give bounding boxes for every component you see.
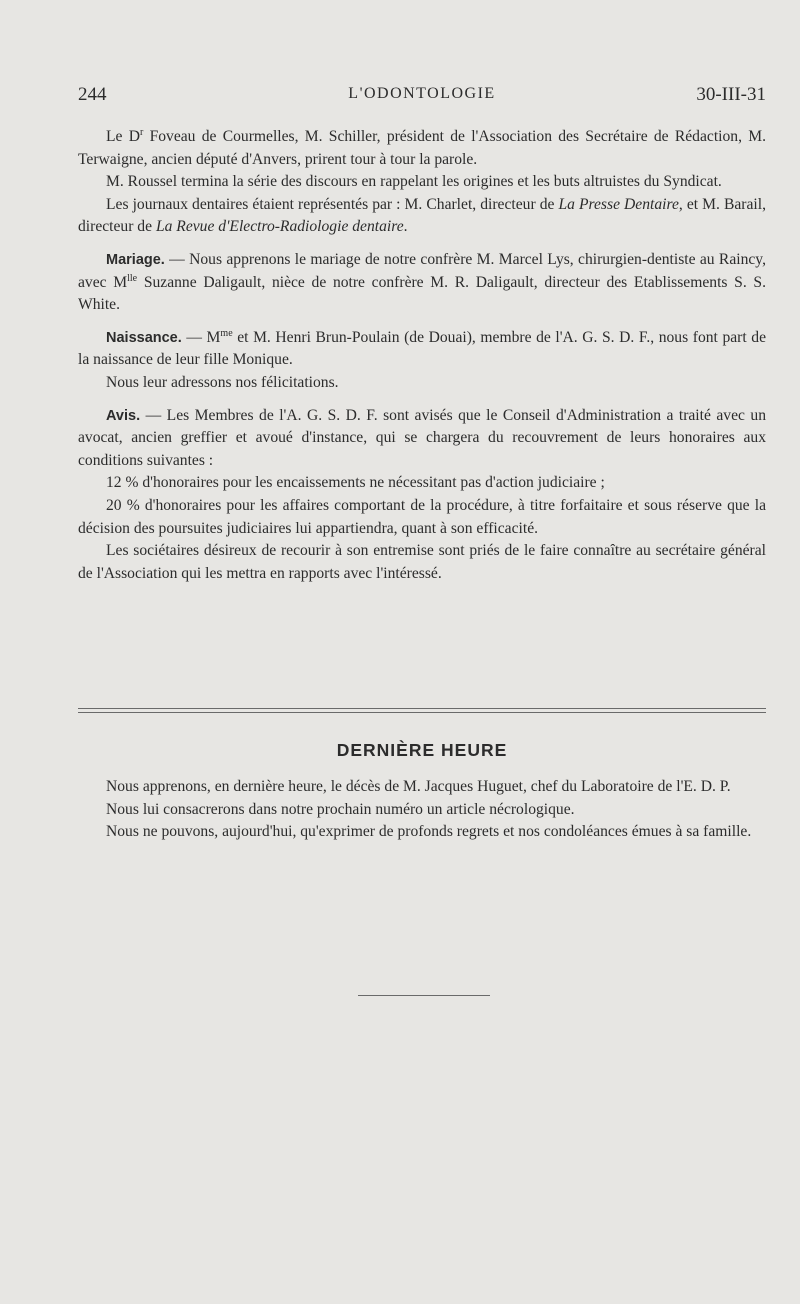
text-run: , et M. Barail, directeur de — [78, 195, 766, 236]
text-run: — M — [181, 328, 221, 346]
paragraph-deces: Nous apprenons, en dernière heure, le décès de M. Jacques Huguet, chef du Laboratoire de l'E. D. P. — [106, 778, 731, 795]
text-run: Les journaux dentaires étaient représentés par : M. Charlet, directeur de — [106, 195, 559, 213]
section-label: Mariage. — [106, 251, 165, 268]
paragraph-journaux — [78, 194, 766, 239]
section-mariage — [78, 249, 766, 317]
paragraph-roussel: M. Roussel termina la série des discours en rappelant les origines et les buts altruistes du Syndicat. — [106, 173, 722, 191]
paragraph-article: Nous lui consacrerons dans notre prochain numéro un article nécrologique. — [106, 800, 575, 818]
section-title-derniere-heure: DERNIÈRE HEURE — [336, 740, 508, 760]
section-label: Naissance. — [106, 329, 182, 346]
divider-line — [78, 712, 766, 713]
paragraph-speakers — [78, 126, 766, 171]
paragraph-societaires: Les sociétaires désireux de recourir à son entremise sont priés de le faire connaître au secrétaire général de l'Association qui les mettra en rapports avec l'intéressé. — [78, 542, 766, 582]
superscript: r — [139, 126, 144, 138]
superscript: me — [220, 327, 233, 339]
paragraph-condoleances: Nous ne pouvons, aujourd'hui, qu'exprimer de profonds regrets et nos condoléances émues à sa famille. — [106, 823, 752, 841]
running-title: L'ODONTOLOGIE — [348, 85, 496, 102]
text-run: . — [403, 218, 408, 236]
section-divider — [78, 708, 766, 713]
derniere-heure-text — [78, 776, 766, 844]
journal-title: La Revue d'Electro-Radiologie dentaire — [155, 218, 404, 236]
journal-title: La Presse Dentaire — [558, 195, 679, 213]
section-naissance — [78, 327, 766, 372]
paragraph-20-percent: 20 % d'honoraires pour les affaires comportant de la procédure, à titre forfaitaire et sous réserve que la décision des poursuites judiciaires lui appartiendra, quant à son efficacité. — [78, 496, 766, 537]
end-rule — [358, 995, 490, 996]
paragraph-12-percent: 12 % d'honoraires pour les encaissements ne nécessitant pas d'action judiciaire ; — [106, 474, 605, 492]
running-header — [78, 84, 766, 114]
text-run: — Nous apprenons le mariage de notre confrère M. Marcel Lys, chirurgien-dentiste au Raincy, avec M — [78, 250, 766, 291]
text-run: Suzanne Daligault, nièce de notre confrère M. R. Daligault, directeur des Etablissements S. S. White. — [78, 273, 766, 314]
paragraph-felicitations: Nous leur adressons nos félicitations. — [106, 373, 339, 391]
text-run: et M. Henri Brun-Poulain (de Douai), membre de l'A. G. S. D. F., nous font part de la naissance de leur fille Monique. — [78, 328, 766, 369]
section-avis — [78, 405, 766, 473]
text-run: Foveau de Courmelles, M. Schiller, président de l'Association des Secrétaire de Rédaction, M. Terwaigne, ancien député d'Anvers, prirent tour à tour la parole. — [78, 128, 766, 168]
issue-date: 30-III-31 — [696, 84, 766, 105]
text-run: Le D — [106, 128, 140, 145]
superscript: lle — [127, 272, 138, 284]
main-text — [78, 126, 766, 585]
page-number: 244 — [78, 84, 107, 105]
section-label: Avis. — [106, 407, 141, 424]
divider-line — [78, 708, 766, 709]
text-run: — Les Membres de l'A. G. S. D. F. sont avisés que le Conseil d'Administration a traité avec un avocat, ancien greffier et avoué d'instance, qui se chargera du recouvrement de leurs honoraires aux conditions suivantes : — [78, 406, 766, 469]
